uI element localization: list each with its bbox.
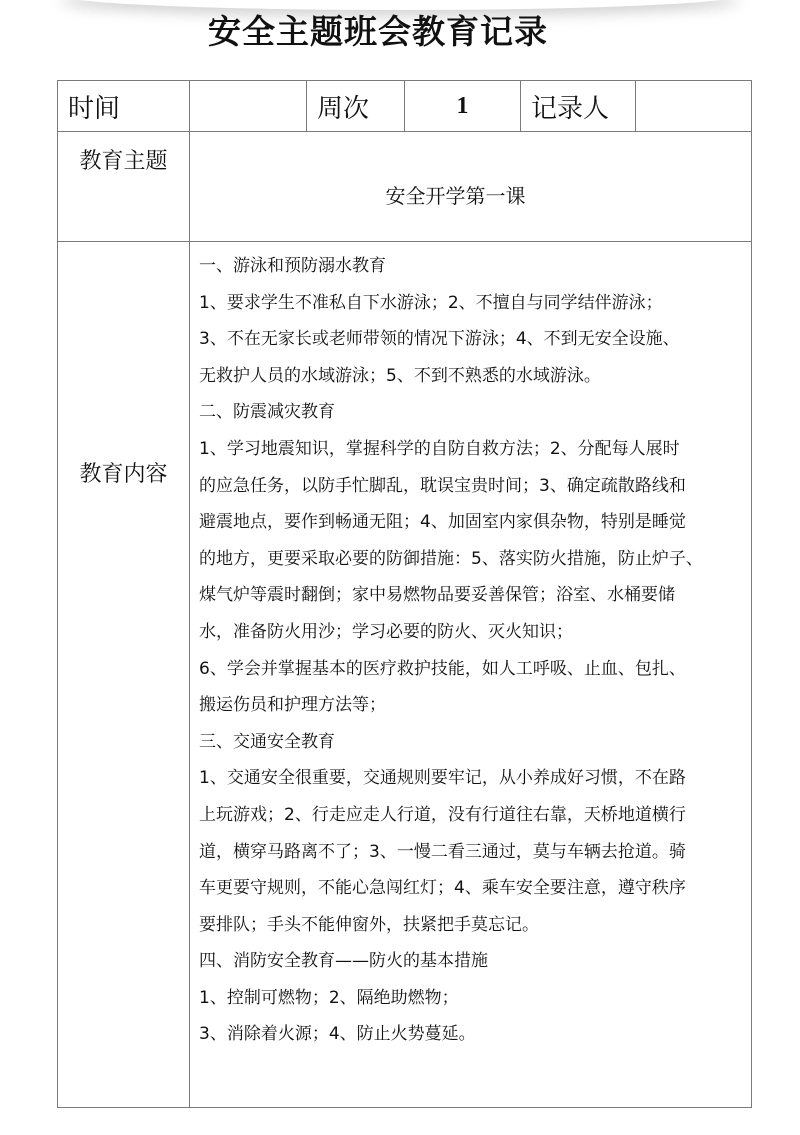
content-line: 要排队；手头不能伸窗外，扶紧把手莫忘记。 (199, 914, 539, 935)
content-row (58, 242, 752, 1108)
week-value-field[interactable]: 1 (405, 81, 521, 132)
content-line: 无救护人员的水域游泳；5、不到不熟悉的水域游泳。 (199, 365, 601, 386)
content-line: 搬运伤员和护理方法等； (199, 695, 386, 716)
content-line: 1、学习地震知识，掌握科学的自防自救方法；2、分配每人展时 (199, 438, 680, 459)
record-table (57, 80, 752, 1108)
week-label: 周次 (307, 81, 405, 132)
content-line: 上玩游戏；2、行走应走人行道，没有行道往右靠，天桥地道横行 (199, 804, 686, 825)
content-line: 3、消除着火源；4、防止火势蔓延。 (199, 1024, 476, 1045)
topic-value-field[interactable]: 安全开学第一课 (190, 132, 752, 242)
topic-row (58, 132, 752, 242)
header-row (58, 81, 752, 132)
content-line: 避震地点，要作到畅通无阻；4、加固室内家俱杂物，特别是睡觉 (199, 512, 686, 533)
content-line: 的应急任务，以防手忙脚乱，耽误宝贵时间；3、确定疏散路线和 (199, 475, 686, 496)
content-line: 1、控制可燃物；2、隔绝助燃物； (199, 987, 459, 1008)
section-heading: 四、消防安全教育——防火的基本措施 (199, 951, 488, 972)
content-label: 教育内容 (58, 242, 190, 1108)
time-label: 时间 (58, 81, 190, 132)
recorder-label: 记录人 (521, 81, 636, 132)
recorder-value-field[interactable] (636, 81, 752, 132)
content-line: 1、要求学生不准私自下水游泳；2、不擅自与同学结伴游泳； (199, 292, 663, 313)
content-text-field[interactable] (190, 242, 752, 1108)
section-heading: 二、防震减灾教育 (199, 402, 335, 423)
document-title: 安全主题班会教育记录 (208, 12, 548, 51)
section-heading: 三、交通安全教育 (199, 731, 335, 752)
time-value-field[interactable] (190, 81, 307, 132)
content-line: 1、交通安全很重要，交通规则要牢记，从小养成好习惯，不在路 (199, 768, 686, 789)
content-line: 车更要守规则，不能心急闯红灯；4、乘车安全要注意，遵守秩序 (199, 878, 686, 899)
content-line: 道，横穿马路离不了；3、一慢二看三通过，莫与车辆去抢道。骑 (199, 841, 686, 862)
content-line: 水，准备防火用沙；学习必要的防火、灭火知识； (199, 621, 573, 642)
section-heading: 一、游泳和预防溺水教育 (199, 256, 386, 276)
content-line: 的地方，更要采取必要的防御措施：5、落实防火措施，防止炉子、 (199, 548, 703, 569)
topic-label: 教育主题 (58, 132, 190, 242)
content-line: 煤气炉等震时翻倒；家中易燃物品要妥善保管；浴室、水桶要储 (199, 585, 675, 606)
content-line: 6、学会并掌握基本的医疗救护技能，如人工呼吸、止血、包扎、 (199, 658, 686, 679)
content-line: 3、不在无家长或老师带领的情况下游泳；4、不到无安全设施、 (199, 329, 680, 350)
